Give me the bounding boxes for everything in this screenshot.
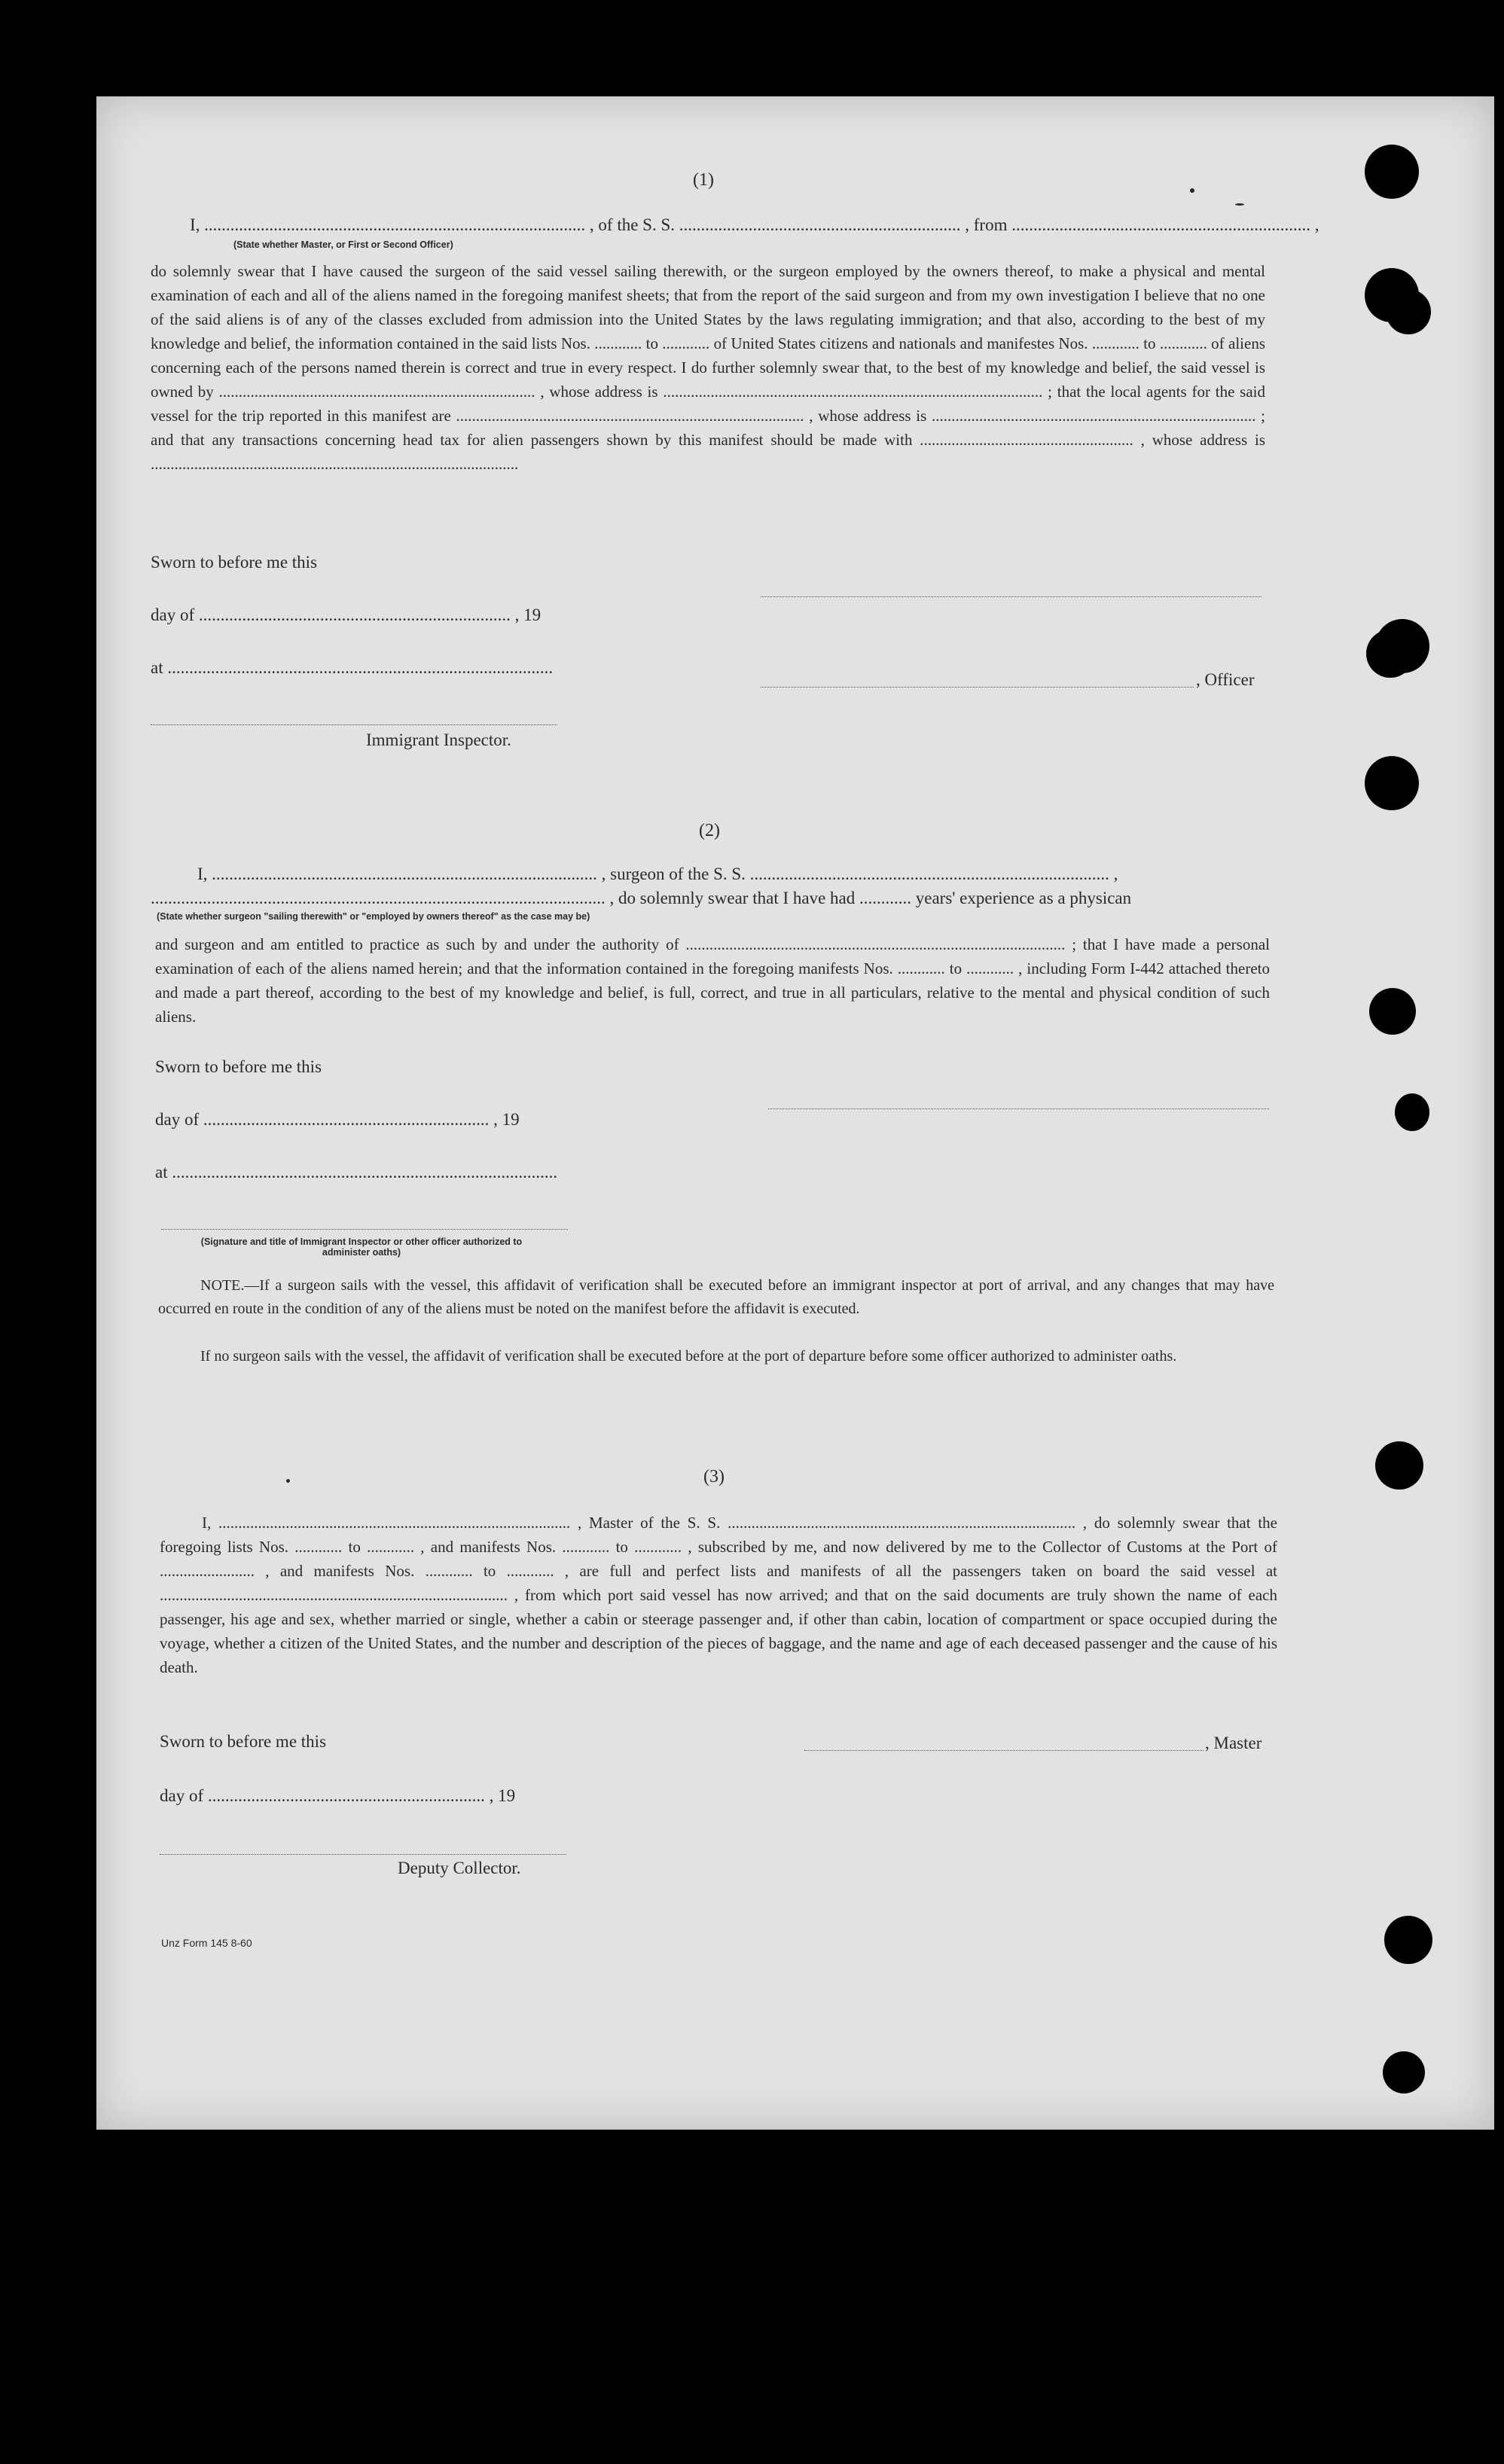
section2-caption: (State whether surgeon "sailing therewith" or "employed by owners thereof" as the case may be) [157, 911, 590, 922]
collector-signature-line [160, 1854, 566, 1855]
binder-hole [1375, 1441, 1423, 1490]
at-line: at ......................................................................................... [155, 1163, 558, 1182]
binder-hole [1383, 2051, 1425, 2093]
section-number: (1) [693, 170, 714, 190]
collector-label: Deputy Collector. [398, 1859, 521, 1877]
inspector-label: Immigrant Inspector. [366, 730, 511, 749]
master-label: , Master [1205, 1734, 1262, 1752]
speck [1190, 188, 1194, 193]
binder-hole [1366, 630, 1414, 678]
officer-signature-line [761, 687, 1194, 688]
master-signature-line [804, 1750, 1204, 1751]
day-line: day of .................................................................. , 19 [155, 1110, 520, 1129]
binder-hole [1365, 756, 1419, 810]
form-number: Unz Form 145 8-60 [161, 1937, 252, 1949]
signature-line [768, 1108, 1269, 1109]
binder-hole [1395, 1093, 1429, 1131]
day-line: day of ........................................................................ , 19 [151, 605, 542, 624]
day-line: day of ................................................................ , 19 [160, 1786, 516, 1805]
binder-hole [1386, 289, 1431, 334]
section-number: (3) [703, 1467, 725, 1487]
section2-body: and surgeon and am entitled to practice as such by and under the authority of ................................................................................................ ; that I have made a personal examination of each of the aliens named herein; and that the information contained in the foregoing manifests Nos. ............ to ............ , including Form I-442 attached thereto and made a part thereof, according to the best of my knowledge and belief, is full, correct, and true in all particulars, relative to the mental and physical condition of such aliens. [155, 935, 1270, 1026]
note-paragraph: NOTE.—If a surgeon sails with the vessel, this affidavit of verification shall be executed before an immigrant inspector at port of arrival, and any changes that may have occurred en route in the condition of any of the aliens must be noted on the manifest before the affidavit is executed. [158, 1277, 1274, 1317]
note-paragraph-2: If no surgeon sails with the vessel, the affidavit of verification shall be executed before at the port of departure before some officer authorized to administer oaths. [200, 1348, 1177, 1365]
section2-line2: ......................................................................................................... , do solemnly swear that I have had ............ years' experience as a physican [151, 889, 1132, 907]
binder-hole [1369, 988, 1416, 1035]
section-number: (2) [699, 821, 720, 840]
at-line: at ......................................................................................... [151, 658, 554, 677]
binder-hole [1365, 145, 1419, 199]
signature-caption: (Signature and title of Immigrant Inspector or other officer authorized to administer oaths) [200, 1237, 523, 1258]
section1-caption: (State whether Master, or First or Second Officer) [233, 239, 453, 250]
section3-body: I, ......................................................................................... , Master of the S. S. ........................................................................................ , do solemnly swear that the foregoing lists Nos. ............ to ............ , and manifests Nos. ............ to ............ , subscribed by me, and now delivered by me to the Collector of Customs at the Port of ........................ , and manifests Nos. ............ to ............ , are full and perfect lists and manifests of all the passengers taken on board the said vessel at ........................................................................................ , from which port said vessel has now arrived; and that on the said documents are truly shown the name of each passenger, his age and sex, whether married or single, whether a cabin or steerage passenger and, if other than cabin, location of compartment or space occupied during the voyage, whether a citizen of the United States, and the number and description of the pieces of baggage, and the name and age of each deceased passenger and the cause of his death. [160, 1514, 1277, 1676]
section1-body: do solemnly swear that I have caused the surgeon of the said vessel sailing therewith, or the surgeon employed by the owners thereof, to make a physical and mental examination of each and all of the aliens named in the foregoing manifest sheets; that from the report of the said surgeon and from my own investigation I believe that no one of the said aliens is of any of the classes excluded from admission into the United States by the laws regulating immigration; and that also, according to the best of my knowledge and belief, the information contained in the said lists Nos. ............ to ............ of United States citizens and nationals and manifestes Nos. ............ to ............ of aliens concerning each of the persons named therein is correct and true in every respect. I do further solemnly swear that, to the best of my knowledge and belief, the said vessel is owned by ................................................................................ , whose address is ................................................................................................ ; that the local agents for the said vessel for the trip reported in this manifest are ........................................................................................ , whose address is .................................................................................. ; and that any transactions concerning head tax for alien passengers shown by this manifest should be made with ...................................................... , whose address is ............................................................................................. [151, 262, 1265, 473]
section1-line1: I, ........................................................................................ , of the S. S. ................................................................. , from ..................................................................... , [190, 215, 1319, 234]
speck [1235, 203, 1244, 206]
inspector-signature-line [151, 724, 557, 725]
binder-hole [1384, 1916, 1432, 1964]
section2-line1: I, ......................................................................................... , surgeon of the S. S. ................................................................................... , [197, 865, 1118, 883]
sworn-label: Sworn to before me this [155, 1057, 322, 1076]
officer-label: , Officer [1196, 670, 1255, 689]
sworn-label: Sworn to before me this [151, 553, 318, 572]
signature-line [761, 596, 1261, 597]
inspector-signature-line [161, 1229, 568, 1230]
sworn-label: Sworn to before me this [160, 1732, 327, 1751]
speck [286, 1479, 290, 1483]
